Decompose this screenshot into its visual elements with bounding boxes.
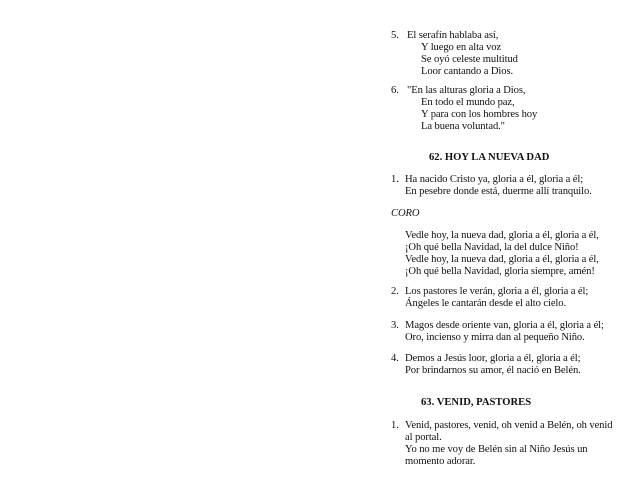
verse-line: Venid, pastores, venid, oh venid a Belén, oh venid xyxy=(405,420,613,431)
verse-number: 1. xyxy=(391,420,399,431)
verse-line: Se oyó celeste multitud xyxy=(421,54,518,65)
verse-line: Ángeles le cantarán desde el alto cielo. xyxy=(405,298,567,309)
verse-line: En todo el mundo paz, xyxy=(421,97,515,108)
verse-line: En pesebre donde está, duerme allí tranquilo. xyxy=(405,186,592,197)
verse-line: momento adorar. xyxy=(405,456,476,467)
verse-line: Demos a Jesús loor, gloria a él, gloria a él; xyxy=(405,353,581,364)
verse-line: Ha nacido Cristo ya, gloria a él, gloria a él; xyxy=(405,174,584,185)
chorus-line: ¡Oh qué bella Navidad, gloria siempre, amén! xyxy=(405,266,595,277)
verse-number: 2. xyxy=(391,286,399,297)
song-title: 62. HOY LA NUEVA DAD xyxy=(429,152,550,163)
song-title: 63. VENID, PASTORES xyxy=(421,397,532,408)
verse-line: Y para con los hombres hoy xyxy=(421,109,538,120)
verse-line: El serafín hablaba así, xyxy=(407,30,499,41)
verse-line: La buena voluntad." xyxy=(421,121,505,132)
chorus-line: ¡Oh qué bella Navidad, la del dulce Niño! xyxy=(405,242,579,253)
verse-line: Por brindarnos su amor, él nació en Belén. xyxy=(405,365,581,376)
verse-number: 4. xyxy=(391,353,399,364)
verse-line: Loor cantando a Dios. xyxy=(421,66,514,77)
verse-line: Los pastores le verán, gloria a él, gloria a él; xyxy=(405,286,589,297)
verse-number: 5. xyxy=(391,30,399,41)
verse-line: Magos desde oriente van, gloria a él, gloria a él; xyxy=(405,320,604,331)
verse-line: "En las alturas gloria a Dios, xyxy=(407,85,526,96)
verse-number: 6. xyxy=(391,85,399,96)
verse-line: al portal. xyxy=(405,432,442,443)
chorus-line: Vedle hoy, la nueva dad, gloria a él, gloria a él, xyxy=(405,230,599,241)
verse-line: Yo no me voy de Belén sin al Niño Jesús un xyxy=(405,444,588,455)
verse-number: 3. xyxy=(391,320,399,331)
verse-line: Oro, incienso y mirra dan al pequeño Niño. xyxy=(405,332,585,343)
verse-line: Y luego en alta voz xyxy=(421,42,502,53)
verse-number: 1. xyxy=(391,174,399,185)
chorus-label: CORO xyxy=(391,208,420,219)
chorus-line: Vedle hoy, la nueva dad, gloria a él, gloria a él, xyxy=(405,254,599,265)
